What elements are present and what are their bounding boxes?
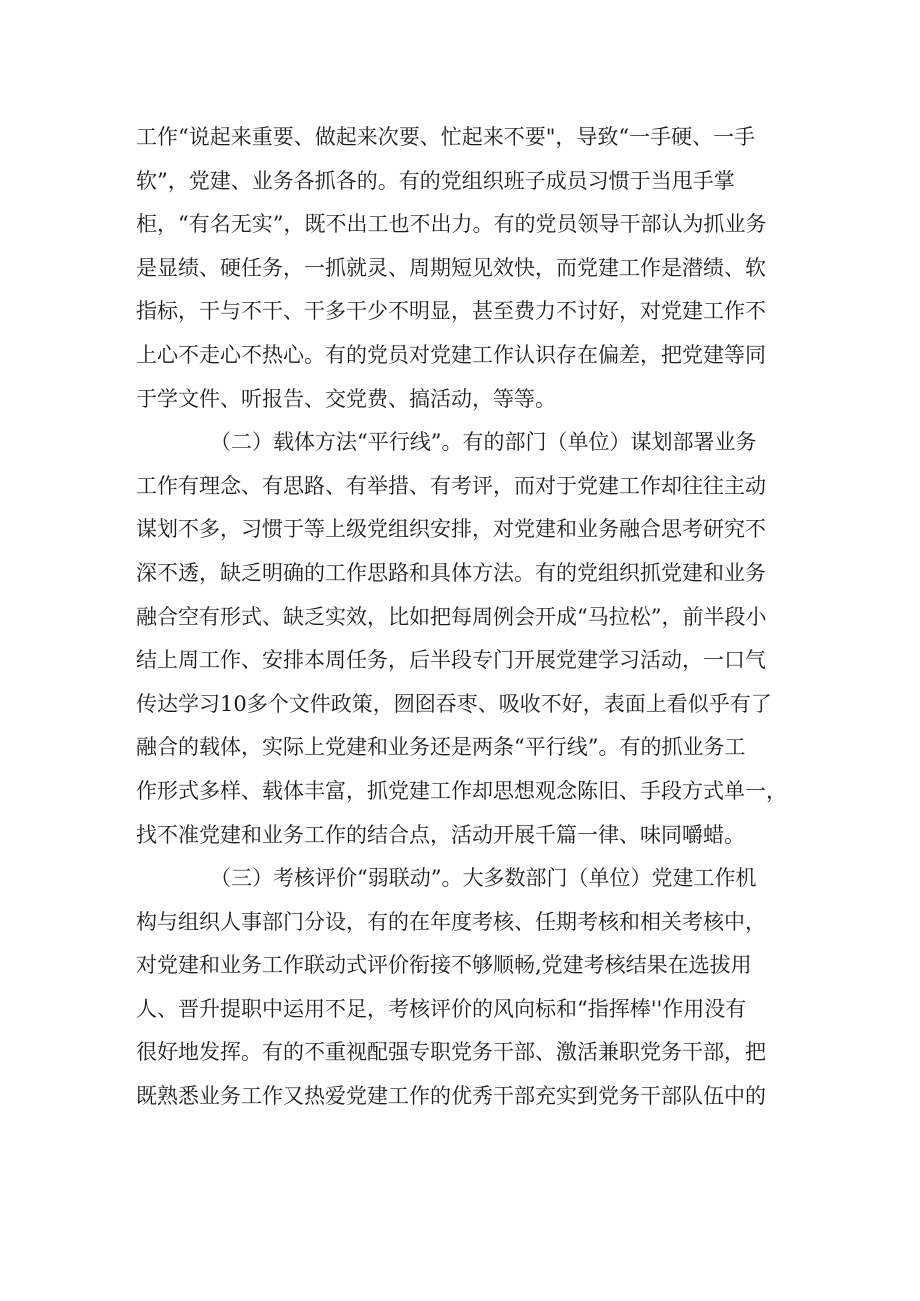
- text-line: 柜，“有名无实”，既不出工也不出力。有的党员领导干部认为抓业务: [136, 212, 767, 237]
- text-line: 工作“说起来重要、做起来次要、忙起来不要"，导致“一手硬、一手: [136, 125, 756, 149]
- text-line: 找不准党建和业务工作的结合点，活动开展千篇一律、味同嚼蜡。: [136, 822, 745, 847]
- text-line: 于学文件、听报告、交党费、搞活动，等等。: [136, 386, 556, 411]
- text-line: 谋划不多，习惯于等上级党组织安排，对党建和业务融合思考研究不: [136, 517, 766, 542]
- text-line: 融合的载体，实际上党建和业务还是两条“平行线”。有的抓业务工: [136, 735, 746, 760]
- text-line: 深不透，缺乏明确的工作思路和具体方法。有的党组织抓党建和业务: [136, 560, 766, 585]
- text-line: 既熟悉业务工作又热爱党建工作的优秀干部充实到党务干部队伍中的: [136, 1084, 766, 1109]
- text-line: 软”，党建、业务各抓各的。有的党组织班子成员习惯于当甩手掌: [136, 168, 735, 193]
- text-line: 传达学习10多个文件政策，囫囵吞枣、吸收不好，表面上看似乎有了: [136, 691, 772, 716]
- section-heading-line: （三）考核评价“弱联动”。大多数部门（单位）党建工作机: [210, 866, 757, 891]
- section-heading-line: （二）载体方法“平行线”。有的部门（单位）谋划部署业务: [210, 430, 757, 455]
- text-line: 很好地发挥。有的不重视配强专职党务干部、激活兼职党务干部，把: [136, 1040, 766, 1065]
- text-line: 指标，干与不干、干多干少不明显，甚至费力不讨好，对党建工作不: [136, 299, 766, 324]
- text-line: 构与组织人事部门分设，有的在年度考核、任期考核和相关考核中，: [136, 909, 766, 934]
- body-text: [136, 116, 796, 1119]
- text-line: 融合空有形式、缺乏实效，比如把每周例会开成“马拉松”，前半段小: [136, 604, 767, 629]
- text-line: 工作有理念、有思路、有举措、有考评，而对于党建工作却往往主动: [136, 473, 766, 498]
- text-line: 对党建和业务工作联动式评价衔接不够顺畅,党建考核结果在选拔用: [136, 953, 752, 978]
- text-line: 是显绩、硬任务，一抓就灵、周期短见效快，而党建工作是潜绩、软: [136, 255, 766, 280]
- text-line: 上心不走心不热心。有的党员对党建工作认识存在偏差，把党建等同: [136, 342, 766, 367]
- text-line: 作形式多样、载体丰富，抓党建工作却思想观念陈旧、手段方式单一，: [136, 778, 787, 803]
- text-line: 结上周工作、安排本周任务，后半段专门开展党建学习活动，一口气: [136, 648, 766, 673]
- text-line: 人、晋升提职中运用不足，考核评价的风向标和“指挥棒''作用没有: [136, 996, 747, 1021]
